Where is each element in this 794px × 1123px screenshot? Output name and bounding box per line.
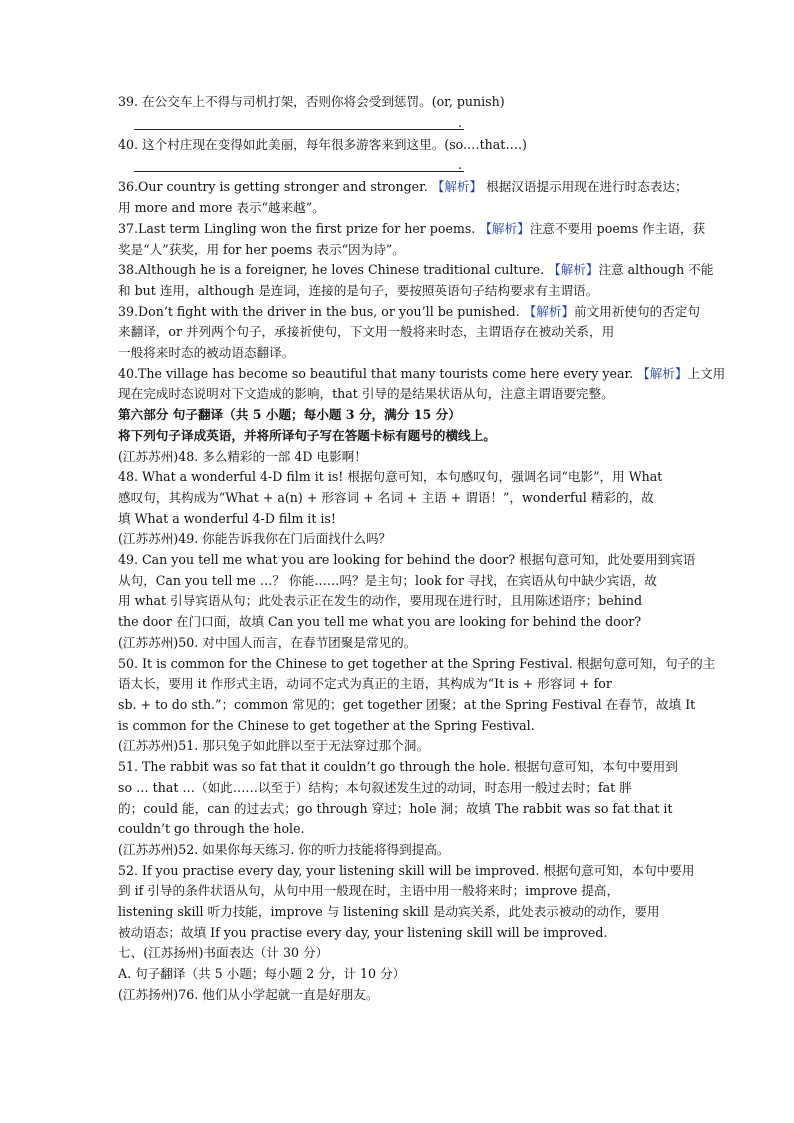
text-line bbox=[118, 695, 696, 716]
line-text: (江苏苏州)48. 多么精彩的一部 4D 电影啊！ bbox=[118, 448, 367, 464]
text-line bbox=[118, 881, 678, 902]
line-text: 奖是“人”获奖，用 for her poems 表示“因为诗”。 bbox=[118, 241, 405, 257]
text-line bbox=[118, 757, 678, 778]
line-text: 51. The rabbit was so fat that it couldn’t go through the hole. 根据句意可知，本句中要用到 bbox=[118, 759, 678, 775]
line-text: 用 more and more 表示“越来越”。 bbox=[118, 200, 325, 216]
line-text: (江苏苏州)52. 如果你每天练习. 你的听力技能将得到提高。 bbox=[118, 841, 450, 857]
text-line bbox=[118, 778, 678, 799]
text-line bbox=[118, 322, 678, 343]
analysis-tag: 【解析】 bbox=[548, 262, 599, 278]
line-text-rest: 上文用 bbox=[687, 365, 726, 381]
section-heading-line bbox=[118, 426, 678, 447]
line-text: 52. If you practise every day, your listening skill will be improved. 根据句意可知，本句中要用 bbox=[118, 862, 695, 878]
text-line bbox=[118, 467, 678, 488]
line-text: (江苏苏州)51. 那只兔子如此胖以至于无法穿过那个洞。 bbox=[118, 738, 429, 754]
text-line bbox=[118, 509, 678, 530]
line-text: 的；could 能，can 的过去式；go through 穿过；hole 洞；故填 The rabbit was so fat that it bbox=[118, 800, 673, 816]
section-heading-line bbox=[118, 405, 678, 426]
text-line bbox=[118, 550, 696, 571]
answer-blank-line bbox=[118, 113, 678, 135]
line-text: listening skill 听力技能，improve 与 listening skill 是动宾关系，此处表示被动的动作，要用 bbox=[118, 904, 660, 920]
line-text: A. 句子翻译（共 5 小题；每小题 2 分，计 10 分） bbox=[118, 966, 406, 982]
line-text: 37.Last term Lingling won the first prize for her poems. bbox=[118, 220, 480, 236]
line-text: 和 but 连用，although 是连词，连接的是句子，要按照英语句子结构要求有主谓语。 bbox=[118, 282, 599, 298]
text-line bbox=[118, 198, 678, 219]
line-text: 现在完成时态说明对下文造成的影响，that 引导的是结果状语从句，注意主谓语要完整。 bbox=[118, 386, 614, 402]
line-text: (江苏扬州)76. 他们从小学起就一直是好朋友。 bbox=[118, 986, 379, 1002]
text-line bbox=[118, 943, 678, 964]
text-line bbox=[118, 135, 678, 156]
line-text: 从句，Can you tell me …？ 你能……吗？是主句；look for 寻找，在宾语从句中缺少宾语，故 bbox=[118, 572, 657, 588]
blank-end-period: . bbox=[458, 114, 463, 130]
line-text: 七、(江苏扬州)书面表达（计 30 分） bbox=[118, 945, 329, 961]
line-text: (江苏苏州)49. 你能告诉我你在门后面找什么吗？ bbox=[118, 531, 392, 547]
text-line bbox=[118, 964, 678, 985]
text-line bbox=[118, 302, 700, 323]
text-line bbox=[118, 799, 678, 820]
line-text: 第六部分 句子翻译（共 5 小题；每小题 3 分，满分 15 分） bbox=[118, 407, 461, 423]
line-text: 39. 在公交车上不得与司机打架，否则你将会受到惩罚。(or, punish) bbox=[118, 94, 505, 109]
line-text: 39.Don’t fight with the driver in the bus, or you’ll be punished. bbox=[118, 303, 524, 319]
text-line bbox=[118, 985, 678, 1006]
line-text: so … that …（如此……以至于）结构；本句叙述发生过的动词，时态用一般过去时；fat 胖 bbox=[118, 779, 632, 795]
line-text: 填 What a wonderful 4-D film it is! bbox=[118, 510, 336, 526]
text-line bbox=[118, 840, 678, 861]
analysis-tag: 【解析】 bbox=[431, 179, 483, 195]
text-line bbox=[118, 923, 678, 944]
analysis-tag: 【解析】 bbox=[523, 303, 575, 319]
text-line bbox=[118, 384, 678, 405]
line-text: 49. Can you tell me what you are looking for behind the door? 根据句意可知，此处要用到宾语 bbox=[118, 552, 696, 568]
line-text: 用 what 引导宾语从句；此处表示正在发生的动作，要用现在进行时，且用陈述语序；behind bbox=[118, 593, 643, 609]
line-text: 感叹句，其构成为“What + a(n) + 形容词 + 名词 + 主语 + 谓语！”，wonderful 精彩的，故 bbox=[118, 489, 654, 505]
text-line bbox=[118, 674, 678, 695]
text-line bbox=[118, 219, 706, 240]
text-line bbox=[118, 260, 714, 281]
text-line bbox=[118, 240, 678, 261]
text-line bbox=[118, 716, 678, 737]
analysis-tag: 【解析】 bbox=[479, 220, 530, 236]
line-text: 来翻译，or 并列两个句子，承接祈使句，下文用一般将来时态，主谓语存在被动关系，用 bbox=[118, 324, 615, 340]
line-text: 到 if 引导的条件状语从句，从句中用一般现在时，主语中用一般将来时；improve 提高， bbox=[118, 883, 620, 899]
text-line bbox=[118, 571, 678, 592]
text-line bbox=[118, 343, 678, 364]
blank-end-period: . bbox=[458, 157, 463, 173]
line-text: couldn’t go through the hole. bbox=[118, 821, 305, 837]
answer-blank-line bbox=[118, 155, 678, 177]
line-text: 40.The village has become so beautiful that many tourists come here every year. bbox=[118, 365, 638, 381]
line-text: 将下列句子译成英语，并将所译句子写在答题卡标有题号的横线上。 bbox=[118, 427, 496, 443]
line-text: the door 在门口面，故填 Can you tell me what you are looking for behind the door? bbox=[118, 614, 642, 630]
line-text: 语太长，要用 it 作形式主语，动词不定式为真正的主语，其构成为“It is + 形容词 + for bbox=[118, 676, 612, 692]
line-text-rest: 前文用祈使句的否定句 bbox=[574, 303, 700, 319]
text-line bbox=[118, 591, 678, 612]
text-line bbox=[118, 447, 678, 468]
text-line bbox=[118, 736, 678, 757]
line-text-rest: 注意 although 不能 bbox=[598, 262, 714, 278]
text-line bbox=[118, 612, 678, 633]
text-line bbox=[118, 819, 678, 840]
text-line bbox=[118, 654, 716, 675]
text-line bbox=[118, 529, 678, 550]
text-line bbox=[118, 902, 678, 923]
line-text-rest: 注意不要用 poems 作主语，获 bbox=[529, 220, 706, 236]
text-line bbox=[118, 633, 678, 654]
line-text: 被动语态；故填 If you practise every day, your listening skill will be improved. bbox=[118, 924, 608, 940]
text-line bbox=[118, 488, 678, 509]
line-text-rest: 根据汉语提示用现在进行时态表达； bbox=[482, 179, 688, 195]
line-text: 一般将来时态的被动语态翻译。 bbox=[118, 345, 295, 361]
line-text: 38.Although he is a foreigner, he loves Chinese traditional culture. bbox=[118, 262, 549, 278]
text-line bbox=[118, 364, 726, 385]
analysis-tag: 【解析】 bbox=[637, 365, 688, 381]
text-line bbox=[118, 92, 678, 113]
text-line bbox=[118, 281, 678, 302]
line-text: sb. + to do sth.”；common 常见的；get together 团聚；at the Spring Festival 在春节，故填 It bbox=[118, 696, 696, 712]
line-text: (江苏苏州)50. 对中国人而言，在春节团聚是常见的。 bbox=[118, 634, 417, 650]
line-text: 36.Our country is getting stronger and stronger. bbox=[118, 179, 432, 195]
line-text: 48. What a wonderful 4-D film it is! 根据句意可知，本句感叹句，强调名词“电影”，用 What bbox=[118, 469, 663, 485]
line-text: is common for the Chinese to get together at the Spring Festival. bbox=[118, 717, 535, 733]
line-text: 50. It is common for the Chinese to get together at the Spring Festival. 根据句意可知，句子的主 bbox=[118, 655, 716, 671]
line-text: 40. 这个村庄现在变得如此美丽，每年很多游客来到这里。(so.…that….) bbox=[118, 136, 527, 152]
document-body bbox=[118, 92, 726, 1006]
text-line bbox=[118, 861, 695, 882]
text-line bbox=[118, 177, 688, 198]
